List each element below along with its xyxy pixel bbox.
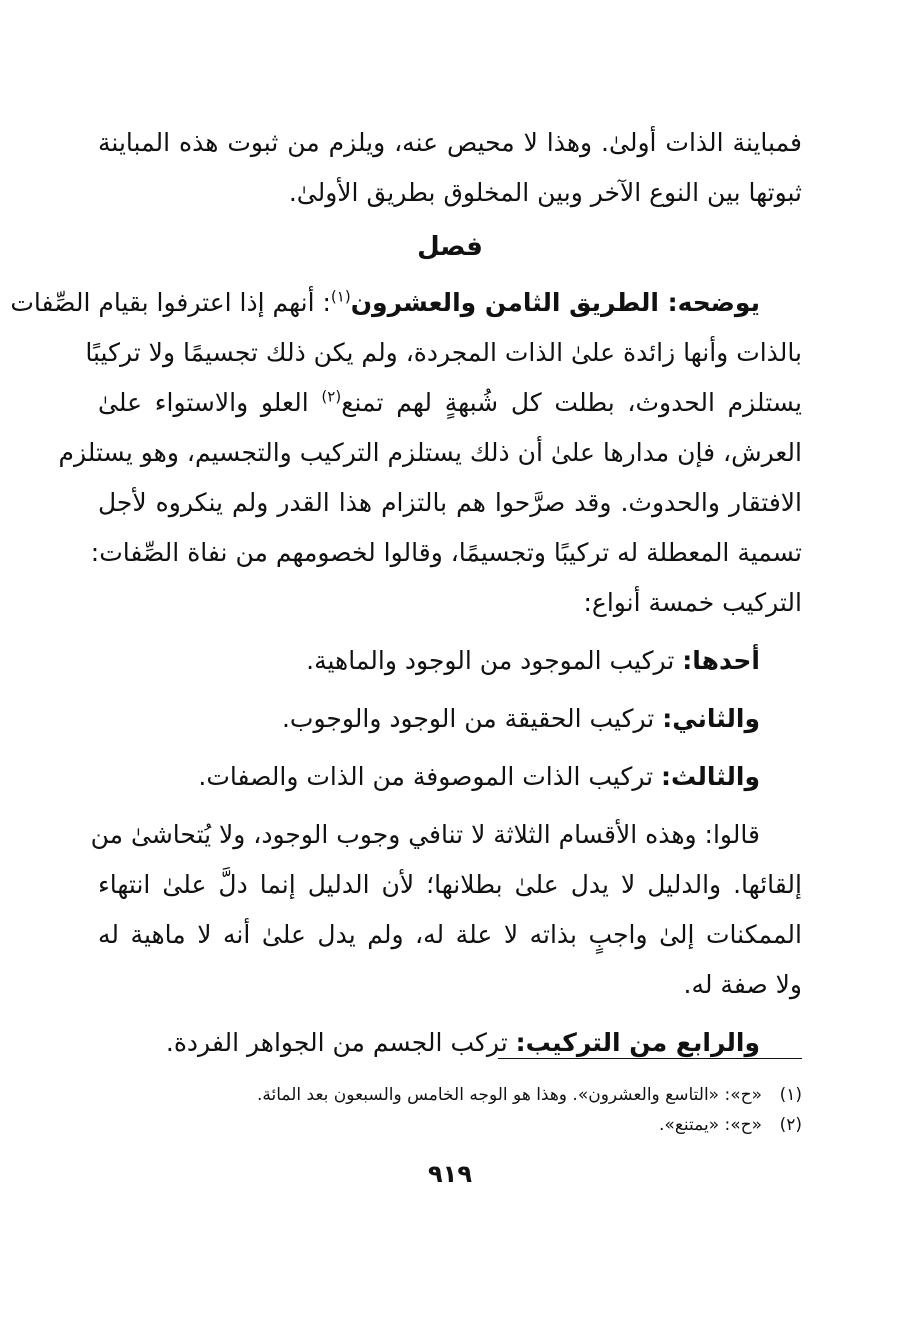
lead-heading: يوضحه: الطريق الثامن والعشرون bbox=[350, 288, 760, 317]
footnotes bbox=[98, 1080, 802, 1140]
list-item: أحدها: تركيب الموجود من الوجود والماهية. bbox=[306, 646, 760, 675]
paragraph-line: بالذات وأنها زائدة علىٰ الذات المجردة، ولم يكن ذلك تجسيمًا ولا تركيبًا bbox=[85, 338, 802, 367]
footnote-item: (١)«ح»: «التاسع والعشرون». وهذا هو الوجه الخامس والسبعون بعد المائة. bbox=[256, 1085, 802, 1105]
footnote-divider bbox=[498, 1058, 802, 1059]
page-number: ٩١٩ bbox=[428, 1160, 472, 1188]
paragraph-line: الممكنات إلىٰ واجبٍ بذاته لا علة له، ولم يدل علىٰ أنه لا ماهية له bbox=[98, 920, 802, 949]
intro-line: فمباينة الذات أولىٰ. وهذا لا محيص عنه، ويلزم من ثبوت هذه المباينة bbox=[98, 128, 802, 157]
paragraph-line: التركيب خمسة أنواع: bbox=[583, 588, 802, 617]
main-text bbox=[10, 118, 802, 1076]
footnote-ref[interactable]: (١) bbox=[330, 287, 351, 306]
paragraph-line: تسمية المعطلة له تركيبًا وتجسيمًا، وقالوا لخصومهم من نفاة الصِّفات: bbox=[90, 538, 802, 567]
paragraph-line: إلقائها. والدليل لا يدل علىٰ بطلانها؛ لأن الدليل إنما دلَّ علىٰ انتهاء bbox=[98, 870, 802, 899]
list-item: والرابع من التركيب: تركب الجسم من الجواهر الفردة. bbox=[165, 1028, 760, 1057]
list-item: والثاني: تركيب الحقيقة من الوجود والوجوب. bbox=[281, 704, 760, 733]
paragraph-line: العرش، فإن مدارها علىٰ أن ذلك يستلزم التركيب والتجسيم، وهو يستلزم bbox=[58, 438, 802, 467]
paragraph-line: الافتقار والحدوث. وقد صرَّحوا هم بالتزام هذا القدر ولم ينكروه لأجل bbox=[98, 488, 802, 517]
intro-line: ثبوتها بين النوع الآخر وبين المخلوق بطريق الأولىٰ. bbox=[288, 178, 802, 207]
paragraph-line: يستلزم الحدوث، بطلت كل شُبهةٍ لهم تمنع$^{(٢)}$ العلو والاستواء علىٰ bbox=[98, 387, 802, 417]
list-item: والثالث: تركيب الذات الموصوفة من الذات والصفات. bbox=[198, 762, 760, 791]
paragraph-line: قالوا: وهذه الأقسام الثلاثة لا تنافي وجوب الوجود، ولا يُتحاشىٰ من bbox=[90, 820, 760, 849]
section-title: فصل bbox=[417, 232, 483, 262]
paragraph-line: ولا صفة له. bbox=[683, 970, 802, 999]
paragraph-line: يوضحه: الطريق الثامن والعشرون$^{(١)}$: أنهم إذا اعترفوا بقيام الصِّفات bbox=[10, 287, 760, 317]
footnote-ref[interactable]: (٢) bbox=[321, 387, 342, 406]
footnote-item: (٢)«ح»: «يمتنع». bbox=[659, 1115, 802, 1135]
